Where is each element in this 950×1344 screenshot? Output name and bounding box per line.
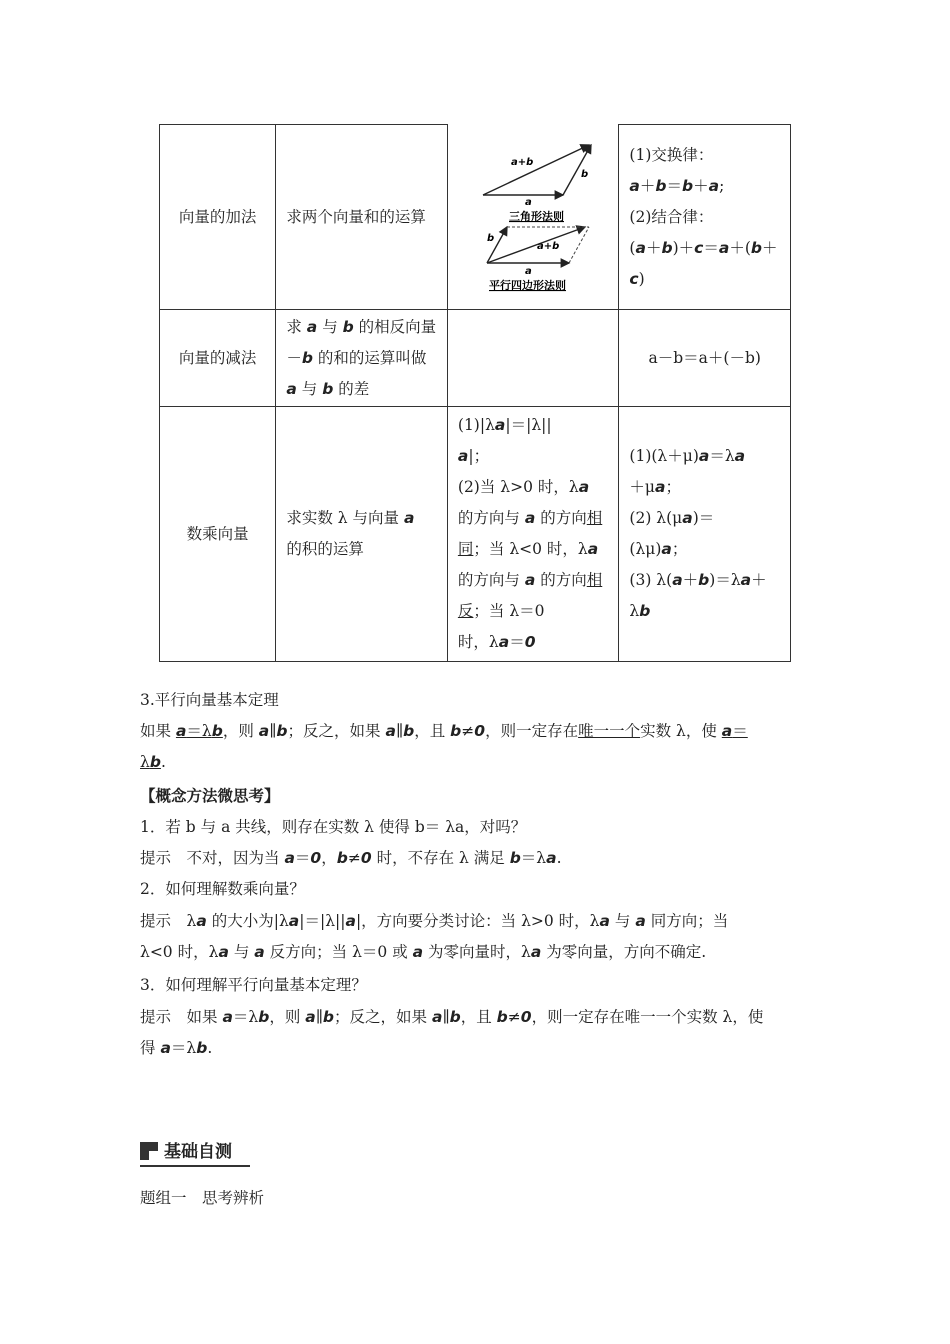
op-meaning-addition: 求两个向量和的运算 — [276, 125, 448, 310]
addition-laws: (1)交换律： a＋b＝b＋a; (2)结合律： (a＋b)＋c＝a＋(b＋ c) — [619, 125, 791, 310]
op-name-addition: 向量的加法 — [160, 125, 276, 310]
answer-1: 提示 不对，因为当 a＝0，b≠0 时，不存在 λ 满足 b＝λa. — [140, 849, 562, 867]
subtraction-diagram-empty — [447, 310, 619, 407]
vector-operations-table — [159, 124, 791, 662]
triangle-rule-diagram — [473, 141, 593, 223]
group-title: 题组一 思考辨析 — [140, 1189, 265, 1207]
concept-title: 【概念方法微思考】 — [140, 786, 280, 805]
table-row — [160, 407, 791, 662]
op-name-subtraction: 向量的减法 — [160, 310, 276, 407]
section-header — [140, 1138, 250, 1168]
parallelogram-b-label: b — [487, 233, 495, 244]
question-2: 2．如何理解数乘向量？ — [140, 880, 305, 898]
question-1: 1．若 b 与 a 共线，则存在实数 λ 使得 b＝ λa，对吗？ — [140, 818, 527, 836]
subtraction-formula: a－b＝a＋(－b) — [619, 310, 791, 407]
op-meaning-subtraction: 求 a 与 b 的相反向量 －b 的和的运算叫做 a 与 b 的差 — [276, 310, 448, 407]
triangle-sum-label: a+b — [511, 157, 534, 168]
triangle-caption: 三角形法则 — [509, 210, 565, 223]
parallelogram-a-label: a — [525, 266, 532, 277]
answer-3: 提示 如果 a＝λb，则 a∥b；反之，如果 a∥b，且 b≠0，则一定存在唯一一个实数 λ，使 得 a＝λb. — [140, 1008, 764, 1057]
addition-diagrams — [447, 125, 619, 310]
op-name-scalar: 数乘向量 — [160, 407, 276, 662]
triangle-a-label: a — [525, 197, 532, 208]
parallelogram-sum-label: a+b — [537, 241, 560, 252]
triangle-b-label: b — [581, 169, 589, 180]
op-meaning-scalar: 求实数 λ 与向量 a 的积的运算 — [276, 407, 448, 662]
answer-2: 提示 λa 的大小为|λa|＝|λ||a|，方向要分类讨论：当 λ>0 时，λa 与 a 同方向；当 λ<0 时，λa 与 a 反方向；当 λ＝0 或 a 为零向量时，λa 为零向量，方向不确定. — [140, 912, 729, 961]
table-row — [160, 310, 791, 407]
scalar-rules: (1)|λa|＝|λ|| a|； (2)当 λ>0 时，λa 的方向与 a 的方向相 同；当 λ<0 时，λa 的方向与 a 的方向相 反；当 λ＝0 时，λa＝0 — [447, 407, 619, 662]
theorem-title: 3.平行向量基本定理 — [140, 691, 279, 709]
parallelogram-caption: 平行四边形法则 — [489, 279, 567, 292]
table-row — [160, 125, 791, 310]
section-underline — [140, 1165, 250, 1167]
theorem-body: 如果 a＝λb，则 a∥b；反之，如果 a∥b，且 b≠0，则一定存在唯一一个实数 λ，使 a＝ λb. — [140, 722, 748, 771]
scalar-laws: (1)(λ＋μ)a＝λa ＋μa； (2) λ(μa)＝ (λμ)a； (3) λ(a＋b)＝λa＋ λb — [619, 407, 791, 662]
section-square-icon — [140, 1142, 158, 1160]
section-title: 基础自测 — [164, 1142, 232, 1162]
question-3: 3．如何理解平行向量基本定理？ — [140, 976, 367, 994]
parallelogram-rule-diagram — [473, 223, 593, 293]
